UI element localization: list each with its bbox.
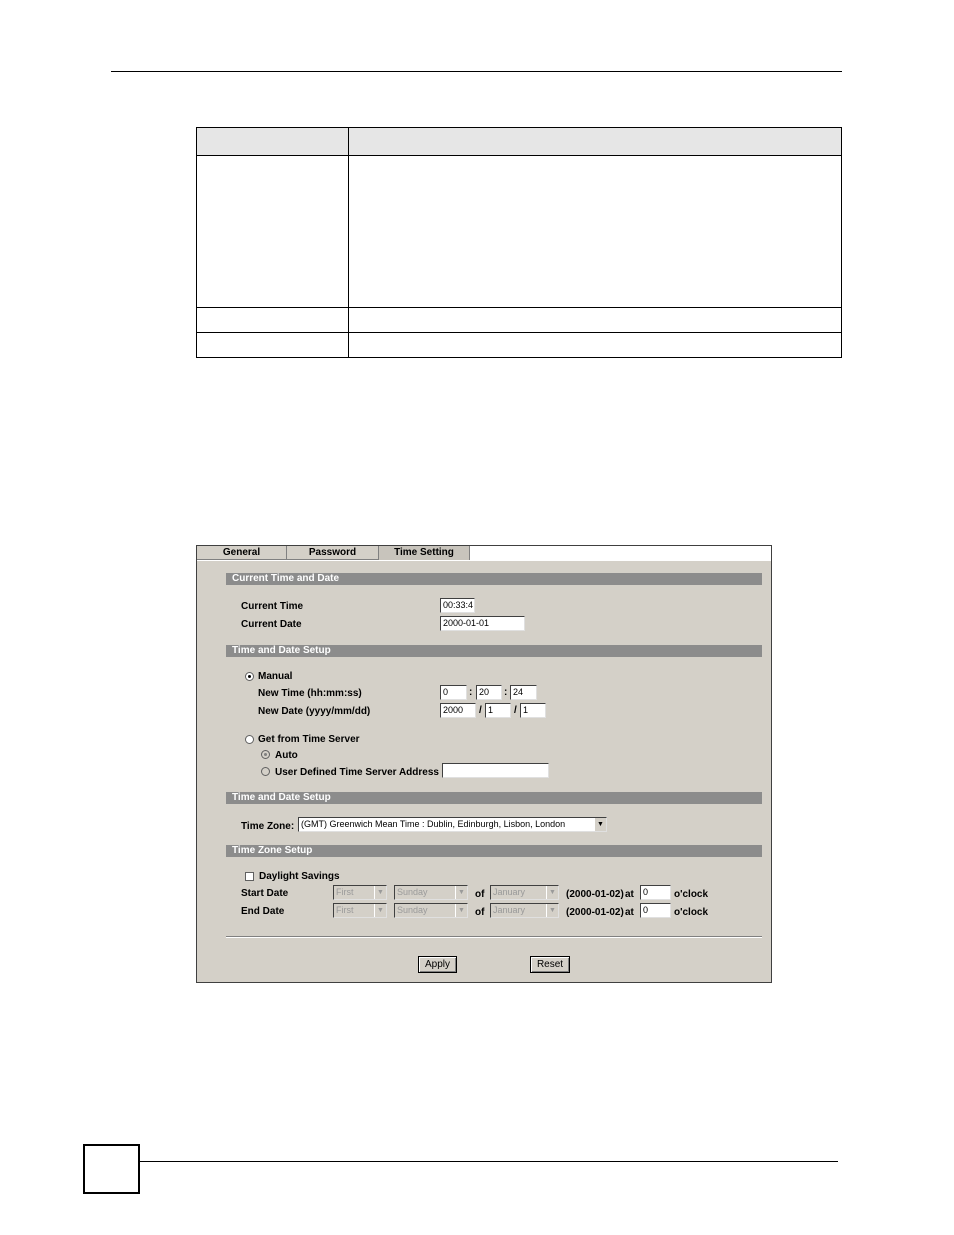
end-day-select[interactable]	[394, 903, 468, 918]
at-label: at	[625, 889, 634, 900]
example-date-label: (2000-01-02)	[566, 907, 624, 918]
table-row	[197, 333, 842, 358]
new-date-label: New Date (yyyy/mm/dd)	[258, 706, 371, 717]
chevron-down-icon[interactable]: ▼	[374, 886, 386, 899]
current-time-field[interactable]: 00:33:4	[440, 598, 475, 613]
description-table	[196, 127, 842, 358]
chevron-down-icon[interactable]: ▼	[455, 886, 467, 899]
start-month-select[interactable]	[490, 885, 559, 900]
date-separator: /	[514, 705, 517, 716]
new-date-day-field[interactable]: 1	[520, 703, 546, 718]
end-day-value: Sunday	[397, 905, 428, 915]
new-time-minute-field[interactable]: 20	[476, 685, 502, 700]
end-month-select[interactable]	[490, 903, 559, 918]
section-current-time: Current Time and Date	[226, 573, 762, 585]
time-server-address-input[interactable]	[442, 763, 549, 778]
time-zone-label: Time Zone:	[241, 821, 295, 832]
section-time-date-setup: Time and Date Setup	[226, 645, 762, 657]
chevron-down-icon[interactable]: ▼	[546, 904, 558, 917]
header-rule	[111, 71, 842, 72]
time-server-radio[interactable]	[245, 735, 254, 744]
time-zone-select[interactable]	[298, 817, 607, 832]
oclock-label: o'clock	[674, 907, 709, 918]
table-row	[197, 156, 842, 308]
daylight-savings-label: Daylight Savings	[259, 871, 340, 882]
table-cell	[197, 156, 349, 308]
time-server-label: Get from Time Server	[258, 734, 360, 745]
table-row	[197, 308, 842, 333]
daylight-savings-checkbox[interactable]	[245, 872, 254, 881]
new-time-label: New Time (hh:mm:ss)	[258, 688, 362, 699]
end-week-value: First	[336, 905, 354, 915]
table-cell	[197, 308, 349, 333]
tab-bar	[197, 546, 771, 561]
current-date-label: Current Date	[241, 619, 302, 630]
auto-label: Auto	[275, 750, 298, 761]
table-header-row	[197, 128, 842, 156]
time-separator: :	[469, 687, 473, 698]
time-zone-value: (GMT) Greenwich Mean Time : Dublin, Edinburgh, Lisbon, London	[301, 819, 566, 829]
table-cell	[197, 333, 349, 358]
new-date-year-field[interactable]: 2000	[440, 703, 476, 718]
apply-button[interactable]: Apply	[418, 956, 457, 973]
start-week-value: First	[336, 887, 354, 897]
page-number-box	[83, 1144, 140, 1194]
section-time-zone: Time and Date Setup	[226, 792, 762, 804]
table-cell	[349, 308, 842, 333]
start-day-select[interactable]	[394, 885, 468, 900]
time-separator: :	[504, 687, 508, 698]
time-setting-panel	[196, 545, 772, 983]
user-defined-label: User Defined Time Server Address	[275, 767, 439, 778]
tab-time-setting[interactable]: Time Setting	[379, 546, 470, 560]
of-label: of	[475, 889, 485, 900]
chevron-down-icon[interactable]: ▼	[594, 818, 606, 831]
divider	[226, 936, 762, 938]
table-cell	[349, 156, 842, 308]
table-cell	[349, 333, 842, 358]
new-date-month-field[interactable]: 1	[485, 703, 511, 718]
tab-general[interactable]: General	[197, 546, 287, 560]
start-hour-field[interactable]: 0	[640, 885, 671, 900]
footer-rule	[140, 1161, 838, 1162]
current-date-field[interactable]: 2000-01-01	[440, 616, 525, 631]
end-month-value: January	[493, 905, 526, 915]
start-week-select[interactable]	[333, 885, 387, 900]
oclock-label: o'clock	[674, 889, 709, 900]
end-week-select[interactable]	[333, 903, 387, 918]
date-separator: /	[479, 705, 482, 716]
manual-label: Manual	[258, 671, 293, 682]
reset-button[interactable]: Reset	[530, 956, 570, 973]
table-header-cell	[349, 128, 842, 156]
end-date-label: End Date	[241, 906, 285, 917]
new-time-hour-field[interactable]: 0	[440, 685, 467, 700]
end-hour-field[interactable]: 0	[640, 903, 671, 918]
chevron-down-icon[interactable]: ▼	[374, 904, 386, 917]
example-date-label: (2000-01-02)	[566, 889, 624, 900]
auto-radio[interactable]	[261, 750, 270, 759]
of-label: of	[475, 907, 485, 918]
manual-radio[interactable]	[245, 672, 254, 681]
at-label: at	[625, 907, 634, 918]
new-time-second-field[interactable]: 24	[510, 685, 537, 700]
start-date-label: Start Date	[241, 888, 289, 899]
user-defined-radio[interactable]	[261, 767, 270, 776]
chevron-down-icon[interactable]: ▼	[455, 904, 467, 917]
start-month-value: January	[493, 887, 526, 897]
start-day-value: Sunday	[397, 887, 428, 897]
section-time-zone-setup: Time Zone Setup	[226, 845, 762, 857]
current-time-label: Current Time	[241, 601, 304, 612]
tab-password[interactable]: Password	[287, 546, 379, 560]
chevron-down-icon[interactable]: ▼	[546, 886, 558, 899]
table-header-cell	[197, 128, 349, 156]
